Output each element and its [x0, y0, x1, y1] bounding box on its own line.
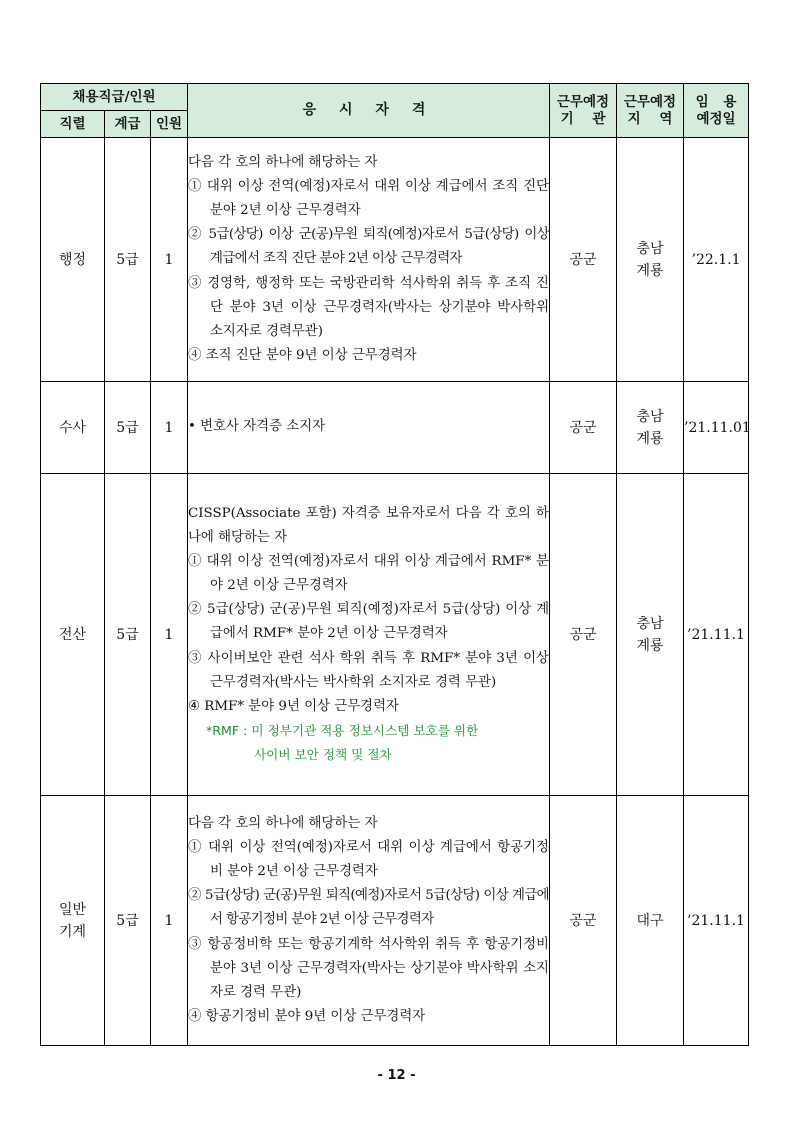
- region-cell: [617, 138, 684, 382]
- table-row: [41, 382, 749, 474]
- header-region-line2: 지 역: [627, 110, 673, 127]
- header-agency-line2: 기 관: [560, 110, 606, 127]
- region-line2: 계룡: [636, 262, 664, 279]
- position-cell: 전산: [41, 474, 105, 796]
- qualification-item: ① 대위 이상 전역(예정)자로서 대위 이상 계급에서 조직 진단 분야 2년 이상 근무경력자: [188, 179, 549, 219]
- grade-cell: 5급: [105, 382, 151, 474]
- qualification-item: ③ 경영학, 행정학 또는 국방관리학 석사학위 취득 후 조직 진단 분야 3년 이상 근무경력자(박사는 상기분야 박사학위 소지자로 경력무관): [188, 275, 549, 339]
- qualification-item: ④ 항공기정비 분야 9년 이상 근무경력자: [188, 1008, 426, 1024]
- count-cell: 1: [151, 382, 188, 474]
- header-row-1: [41, 84, 749, 111]
- qualification-item: ④ 조직 진단 분야 9년 이상 근무경력자: [188, 347, 417, 363]
- header-date-line1: 임 용: [695, 93, 737, 110]
- header-agency: [550, 84, 617, 138]
- count-cell: 1: [151, 474, 188, 796]
- position-cell: [41, 796, 105, 1046]
- qualification-item: ① 대위 이상 전역(예정)자로서 대위 이상 계급에서 항공기정비 분야 2년 이상 근무경력자: [188, 840, 549, 880]
- agency-cell: 공군: [550, 796, 617, 1046]
- region-cell: 대구: [617, 796, 684, 1046]
- region-line2: 계룡: [636, 430, 664, 447]
- table-row: [41, 138, 749, 382]
- date-cell: ’21.11.01: [684, 382, 749, 474]
- rmf-footnote-line1: *RMF : 미 정부기관 적용 정보시스템 보호를 위한: [206, 722, 479, 738]
- recruitment-table: [40, 83, 749, 1046]
- agency-cell: 공군: [550, 138, 617, 382]
- grade-cell: 5급: [105, 138, 151, 382]
- header-grade: 계급: [105, 111, 151, 138]
- region-line1: 충남: [636, 408, 664, 425]
- count-cell: 1: [151, 796, 188, 1046]
- region-line1: 충남: [636, 240, 664, 257]
- qualification-line: 다음 각 호의 하나에 해당하는 자: [188, 816, 378, 832]
- header-region: [617, 84, 684, 138]
- count-cell: 1: [151, 138, 188, 382]
- header-group-title: 채용직급/인원: [41, 84, 188, 111]
- qualification-cell: [188, 474, 550, 796]
- qualification-cell: [188, 796, 550, 1046]
- qualification-item: ② 5급(상당) 이상 군(공)무원 퇴직(예정)자로서 5급(상당) 이상 계급에서 조직 진단 분야 2년 이상 근무경력자: [188, 227, 549, 267]
- qualification-line: 다음 각 호의 하나에 해당하는 자: [188, 155, 378, 171]
- agency-cell: 공군: [550, 474, 617, 796]
- header-position: 직렬: [41, 111, 105, 138]
- qualification-item: ③ 항공정비학 또는 항공기계학 석사학위 취득 후 항공기정비 분야 3년 이상 근무경력자(박사는 상기분야 박사학위 소지자로 경력 무관): [188, 936, 549, 1000]
- position-cell: 행정: [41, 138, 105, 382]
- position-line2: 기계: [58, 923, 87, 940]
- region-cell: [617, 474, 684, 796]
- table-row: [41, 474, 749, 796]
- qualification-cell: [188, 382, 550, 474]
- grade-cell: 5급: [105, 474, 151, 796]
- grade-cell: 5급: [105, 796, 151, 1046]
- position-cell: 수사: [41, 382, 105, 474]
- date-cell: ’21.11.1: [684, 474, 749, 796]
- qualification-item: ② 5급(상당) 군(공)무원 퇴직(예정)자로서 5급(상당) 이상 계급에서 항공기정비 분야 2년 이상 근무경력자: [188, 888, 549, 928]
- qualification-cell: [188, 138, 550, 382]
- header-date-line2: 예정일: [696, 110, 736, 127]
- agency-cell: 공군: [550, 382, 617, 474]
- region-cell: [617, 382, 684, 474]
- qualification-item: ② 5급(상당) 군(공)무원 퇴직(예정)자로서 5급(상당) 이상 계급에서 RMF* 분야 2년 이상 근무경력자: [188, 602, 549, 642]
- rmf-footnote-line2: 사이버 보안 정책 및 절차: [254, 746, 392, 762]
- qualification-item: ① 대위 이상 전역(예정)자로서 대위 이상 계급에서 RMF* 분야 2년 이상 근무경력자: [188, 554, 549, 594]
- qualification-line: CISSP(Associate 포함) 자격증 보유자로서 다음 각 호의 하나에 해당하는 자: [188, 505, 549, 546]
- header-agency-line1: 근무예정: [556, 93, 610, 110]
- table-row: [41, 796, 749, 1046]
- date-cell: ’22.1.1: [684, 138, 749, 382]
- qualification-item: ③ 사이버보안 관련 석사 학위 취득 후 RMF* 분야 3년 이상 근무경력자(박사는 박사학위 소지자로 경력 무관): [188, 650, 549, 690]
- date-cell: ’21.11.1: [684, 796, 749, 1046]
- position-line1: 일반: [58, 901, 87, 918]
- header-date: [684, 84, 749, 138]
- header-region-line1: 근무예정: [623, 93, 677, 110]
- page-number: - 12 -: [377, 1068, 416, 1083]
- region-line2: 계룡: [636, 637, 664, 654]
- qualification-item: ④ RMF* 분야 9년 이상 근무경력자: [188, 698, 399, 714]
- region-line1: 충남: [636, 615, 664, 632]
- qualification-bullet: • 변호사 자격증 소지자: [188, 419, 326, 435]
- header-count: 인원: [151, 111, 188, 138]
- header-qualification: 응 시 자 격: [188, 84, 550, 138]
